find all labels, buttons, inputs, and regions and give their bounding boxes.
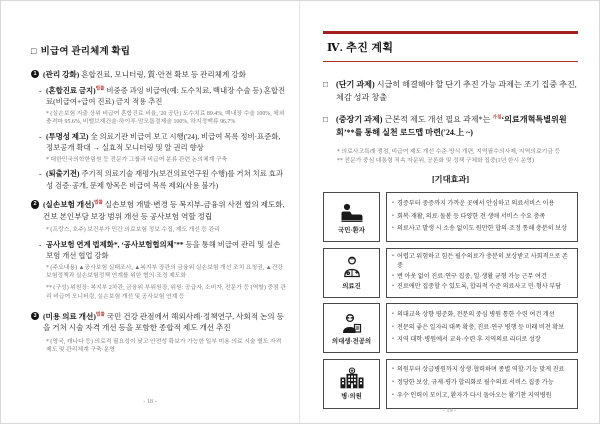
bullet-text: 전문의 좋은 일자리 대폭 확충, 진료·연구 병행 등 미래 비전 확보 — [396, 324, 565, 331]
effect-bullet — [392, 311, 572, 320]
bullet-text: 어렵고 위험하고 힘든 필수의료가 충분히 보상받고 사회적으로 존중 — [396, 254, 568, 270]
left-heading — [31, 43, 286, 57]
page-number-right: - 19 - — [442, 407, 457, 414]
bullet-marker: • — [392, 336, 394, 343]
long-term-paragraph — [323, 113, 578, 139]
long-term-label: (중장기 과제) — [336, 115, 383, 125]
page-left — [1, 1, 300, 423]
effect-body-box — [386, 248, 578, 298]
short-term-paragraph — [323, 78, 578, 104]
law-superscript: 법률 — [95, 85, 105, 91]
effect-row-doctors — [323, 248, 578, 298]
effect-label-box — [323, 248, 380, 298]
effect-bullet — [392, 336, 572, 345]
item-2-number: 2 — [31, 200, 39, 208]
effect-bullet — [392, 392, 572, 401]
expected-effects-title: [기대효과] — [431, 175, 470, 185]
bullet-marker: • — [392, 199, 394, 206]
item-2-note-3: ** (구성) 위원장: 복지부 2차관, 금융위 부위원장, 위원: 공급자, 소비자, 전문가 등 (역할) 중점 관리 비급여 모니터링, 실손보험 개선 및 공사보험 연계 등 — [46, 285, 286, 300]
item-2-dash-1-text: 등을 통해 비급여 관리 및 실손보험 개선 협업 강화 — [46, 239, 281, 260]
law-superscript: 법률 — [93, 199, 103, 205]
item-2-text: 실손보험 개발·변경 등 복지부-금융위 사전 협의 제도화, 건보 본인부담 보장 범위 개선 등 공사보험 역할 정립 — [43, 200, 285, 221]
tentative-name-superscript: 가칭 — [492, 114, 502, 120]
section-title: Ⅳ. 추진 계획 — [323, 31, 578, 62]
effect-body-box — [386, 359, 578, 409]
bullet-marker: • — [392, 391, 394, 398]
effect-bullet — [392, 324, 572, 333]
bullet-text: 회복·재활, 의료·돌봄 등 다양한 전 생애 서비스 수요 충족 — [396, 213, 546, 220]
effect-bullet — [392, 283, 572, 292]
effect-bullet — [392, 225, 572, 234]
effect-label-box — [323, 303, 380, 353]
dash-1-text: 비중증 과잉 비급여(예: 도수치료, 백내장 수술 등) 혼합진료(비급여+급여 진료) 금지 적용 추진 — [46, 85, 286, 106]
footnote-1: * 의료사고특례 쟁점, 비급여 제도 개선 수준·방식 개편, 지역필수의사제, 지역의료기금 등 — [337, 149, 561, 156]
effect-row-hospitals — [323, 359, 578, 409]
effect-label: 병·의원 — [341, 393, 362, 401]
medical-student-icon — [340, 312, 364, 334]
bullet-text: 정당한 보상, 규제·평가 합리화로 필수의료 서비스 집중 가능 — [396, 380, 554, 387]
item-2-dash-1-label: 공사보험 연계 법제화*, ‘공사보험협의체’** — [46, 239, 184, 249]
item-2-label: (실손보험 개선) — [43, 200, 94, 210]
short-term-label: (단기 과제) — [336, 80, 375, 89]
item-2 — [31, 199, 286, 222]
effect-bullet — [392, 200, 572, 209]
effect-body-box — [386, 192, 578, 242]
item-3-number: 3 — [31, 312, 39, 320]
dash-2-label: (투명성 제고) — [46, 131, 89, 141]
item-3-note-1: * (영국, 캐나다 등) 의료적 필요성이 낮고 안전성 확보가 가능한 일부 미용 의료 시술 별도 자격제도 및 관리체계 구축·운영 — [46, 338, 282, 354]
dash-2-text: 全 의료기관 비급여 보고 시행('24), 비급여 목록 정비·표준화, 정보공개 확대 → 실효적 모니터링 및 알 권리 향상 — [46, 131, 281, 152]
effect-body-box — [386, 303, 578, 353]
bullet-marker: • — [392, 379, 394, 386]
item-1-text: 혼합진료, 모니터링, 質·안전 확보 등 관리체계 강화 — [81, 70, 246, 79]
bullet-text: 의대교육 상향 평준화, 전문의 중심 병원 통한 수련 여건 개선 — [396, 311, 555, 318]
page-number-left: - 18 - — [143, 398, 157, 405]
box-marker: □ — [323, 79, 329, 89]
effect-label: 의대생·전공의 — [331, 337, 372, 345]
effect-label-box — [323, 359, 380, 409]
item-1-label: (관리 강화) — [43, 70, 80, 79]
patient-icon — [340, 201, 364, 223]
effect-label: 의료진 — [342, 283, 361, 291]
bullet-text: 우수 인력이 모이고, 환자가 다시 돌아오는 활기찬 지역병원 — [396, 392, 552, 399]
hospital-icon — [339, 367, 365, 389]
dash-marker: - — [39, 131, 42, 141]
item-1-note-2: * 대한민국의학한림원 등 전문가 그룹과 비급여 분류 관련 논의체계 구축 — [46, 156, 228, 163]
dash-marker: - — [39, 239, 42, 249]
bullet-marker: • — [392, 323, 394, 330]
item-3-text: 국민 건강 관점에서 해외사례·정책연구, 사회적 논의 등을 거쳐 시술 자격 개선 등을 포함한 종합적 제도 개선 추진 — [43, 312, 284, 333]
long-term-text-2: ‘의료개혁특별위원회’**를 통해 실천 로드맵 마련('24.上 ~) — [336, 115, 567, 138]
right-footnotes — [337, 148, 578, 166]
doctor-icon — [340, 255, 364, 279]
long-term-text-1: 근본적 제도 개선 필요 과제*는 — [382, 115, 493, 125]
effect-bullet — [392, 379, 572, 388]
bullet-text: 지역 대학·병원에서 교육·수련 후 지역의료 리더로 성장 — [396, 337, 541, 344]
bullet-text: 경증부터 중증까지 가까운 곳에서 안심하고 의료서비스 이용 — [396, 200, 555, 207]
bullet-text: 의원부터 상급병원까지 상생·협력하며 종별 역할·기능 맞게 진료 — [396, 367, 565, 374]
bullet-text: 의료사고 발생 시 소송 없이도 원만한 합의·조정 통해 충분히 보상 — [396, 226, 568, 233]
effect-bullet — [392, 366, 572, 375]
item-3 — [31, 311, 286, 334]
dash-3-text: 주기적 의료기술 재평가(보건의료연구원 수행)를 거쳐 치료 효과성 검증·공개, 문제 항목은 비급여 목록 제외(사용 불가) — [46, 169, 283, 190]
bullet-marker: • — [392, 225, 394, 232]
effect-bullet — [392, 273, 572, 282]
bullet-marker: • — [392, 212, 394, 219]
item-1-dash-3 — [39, 168, 286, 190]
box-marker: □ — [31, 46, 37, 56]
bullet-marker: • — [392, 283, 394, 290]
bullet-marker: • — [392, 310, 394, 317]
dash-marker: - — [39, 85, 42, 95]
bullet-text: 진료에만 집중할 수 있도록, 합리적 수준 의료사고 민·형사 부담 — [396, 284, 562, 291]
item-1 — [31, 69, 286, 80]
left-heading-text: 비급여 관리체계 확립 — [40, 47, 131, 57]
bullet-marker: • — [392, 366, 394, 373]
effect-row-patients — [323, 192, 578, 242]
effect-bullet — [392, 213, 572, 222]
bullet-marker: • — [392, 272, 394, 279]
bullet-marker: • — [392, 253, 394, 260]
item-2-note-1: * (프랑스, 호주) 보건부가 민간 의료보험 정보 수집, 제도 개선 등 관리 — [46, 226, 220, 233]
effect-row-students — [323, 303, 578, 353]
box-marker: □ — [323, 114, 329, 125]
item-1-note-1: * (실손보험 지출 상위 비급여 혼합진료 비율, '20 공단) 도수치료 89.4%, 백내장 수술 100%, 체외충격파 95.6%, 비밸브재건술·하이푸·맘모톰절제술 100%, 하지정맥류 96.7% — [46, 110, 285, 125]
effect-label-box — [323, 192, 380, 242]
footnote-2: ** 전문가 중심 대통령 직속 자문위, 공론화 및 정책 구체화 집중(1년 한시 운영) — [337, 158, 534, 165]
item-1-number: 1 — [31, 70, 39, 78]
item-3-label: (미용 의료 개선) — [43, 312, 96, 322]
dash-1-label: (혼합진료 금지) — [46, 85, 96, 95]
bullet-text: 번 아웃 없이 진료·연구 집중, 일·생활 균형 가능 근무 여건 — [396, 273, 547, 280]
item-2-dash-1 — [39, 239, 286, 261]
item-1-dash-1 — [39, 85, 286, 107]
effect-bullet — [392, 253, 572, 271]
item-1-dash-2 — [39, 131, 286, 153]
dash-3-label: (퇴출기전) — [46, 169, 80, 179]
short-term-text: 시급히 해결해야 할 단기 추진 가능 과제는 조기 집중 추진, 체감 성과 창출 — [336, 80, 577, 103]
page-right — [300, 1, 599, 423]
effect-label: 국민·환자 — [338, 226, 365, 234]
law-superscript: 법률 — [95, 311, 105, 317]
item-2-note-2: * (주요내용) ▲공사보험 실태조사, ▲복지부 장관의 금융위 실손보험 개선 조치 요청권, ▲건강보험정책과 실손보험정책 연계를 위한 협의·조정 제도화 — [46, 264, 283, 279]
dash-marker: - — [39, 169, 42, 179]
